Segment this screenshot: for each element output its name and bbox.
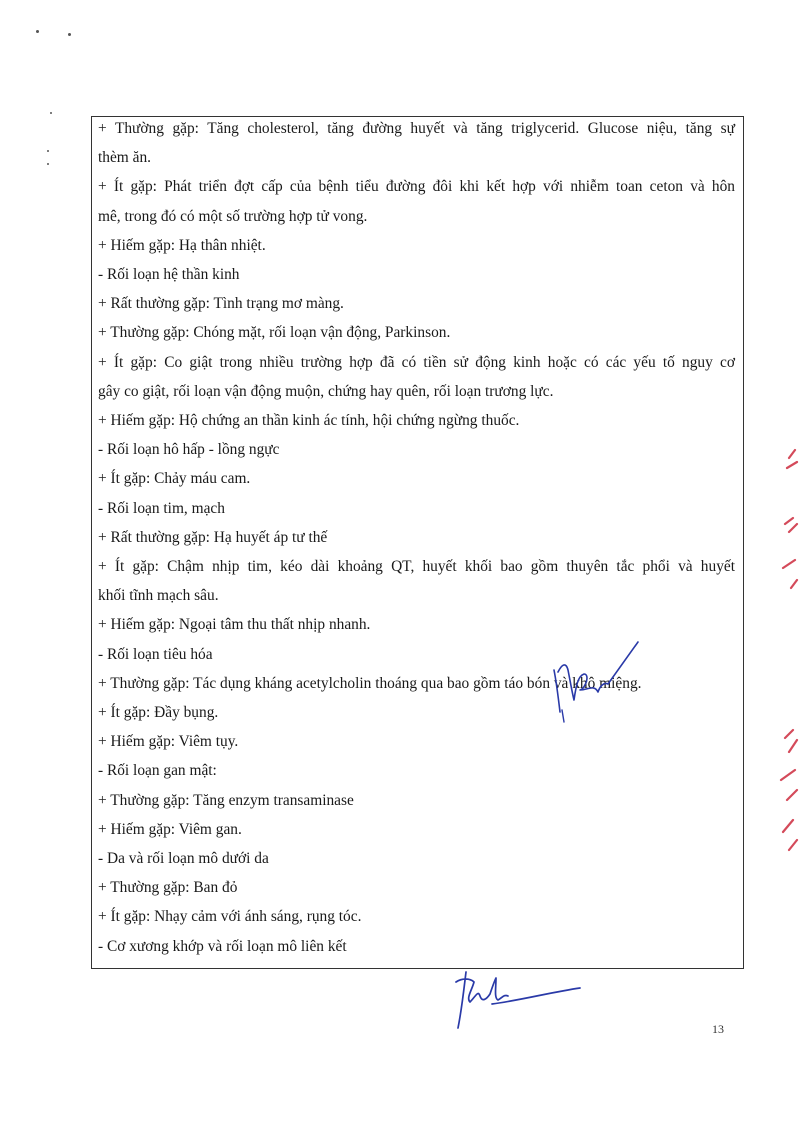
stamp-fragment [775, 440, 799, 860]
text-line: - Rối loạn hô hấp - lồng ngực [98, 441, 280, 459]
text-line: - Rối loạn hệ thần kinh [98, 266, 240, 283]
text-line: + Hiếm gặp: Hộ chứng an thần kinh ác tính, hội chứng ngừng thuốc. [98, 412, 520, 429]
text-line: + Rất thường gặp: Hạ huyết áp tư thế [98, 528, 328, 546]
text-line: mê, trong đó có một số trường hợp tử vong. [98, 207, 368, 225]
text-line: thèm ăn. [98, 149, 151, 167]
text-line: + Ít gặp: Đầy bụng. [98, 704, 219, 721]
text-line: + Hiếm gặp: Viêm tụy. [98, 733, 239, 751]
text-line: + Hiếm gặp: Ngoại tâm thu thất nhịp nhanh. [98, 616, 371, 634]
content-box [91, 116, 744, 969]
text-line: + Ít gặp: Chậm nhịp tim, kéo dài khoảng QT, huyết khối bao gồm thuyên tắc phổi và huyết [98, 558, 735, 575]
text-line: + Thường gặp: Tăng enzym transaminase [98, 791, 354, 809]
text-line: - Rối loạn tiêu hóa [98, 645, 213, 663]
text-line: khối tĩnh mạch sâu. [98, 587, 219, 605]
text-line: - Cơ xương khớp và rối loạn mô liên kết [98, 937, 347, 955]
text-line: + Hiếm gặp: Hạ thân nhiệt. [98, 236, 266, 254]
text-line: + Ít gặp: Chảy máu cam. [98, 470, 251, 488]
scan-speck [47, 150, 49, 152]
text-line: + Thường gặp: Tăng cholesterol, tăng đường huyết và tăng triglycerid. Glucose niệu, tăng sự [98, 120, 735, 137]
text-line: + Rất thường gặp: Tình trạng mơ màng. [98, 295, 344, 313]
scan-speck [36, 30, 39, 33]
initials-signature [548, 640, 648, 730]
scan-speck [68, 33, 71, 36]
handwritten-signature [452, 968, 592, 1034]
scan-speck [50, 112, 52, 114]
text-line: + Thường gặp: Ban đỏ [98, 879, 238, 897]
text-line: + Ít gặp: Nhạy cảm với ánh sáng, rụng tóc. [98, 908, 362, 926]
text-line: gây co giật, rối loạn vận động muộn, chứng hay quên, rối loạn trương lực. [98, 382, 554, 400]
text-line: - Rối loạn gan mật: [98, 762, 217, 780]
scan-speck [47, 163, 49, 165]
text-line: - Rối loạn tim, mạch [98, 499, 225, 517]
text-line: + Thường gặp: Chóng mặt, rối loạn vận động, Parkinson. [98, 324, 451, 342]
page-number: 13 [712, 1022, 724, 1036]
text-line: + Ít gặp: Phát triển đợt cấp của bệnh tiểu đường đôi khi kết hợp với nhiễm toan ceton và hôn [98, 178, 735, 196]
text-line: + Ít gặp: Co giật trong nhiều trường hợp đã có tiền sử động kinh hoặc có các yếu tố nguy cơ [98, 353, 735, 371]
text-line: - Da và rối loạn mô dưới da [98, 850, 269, 867]
text-line: + Hiếm gặp: Viêm gan. [98, 820, 242, 838]
text-line: + Thường gặp: Tác dụng kháng acetylcholin thoáng qua bao gồm táo bón và khô miệng. [98, 674, 642, 692]
